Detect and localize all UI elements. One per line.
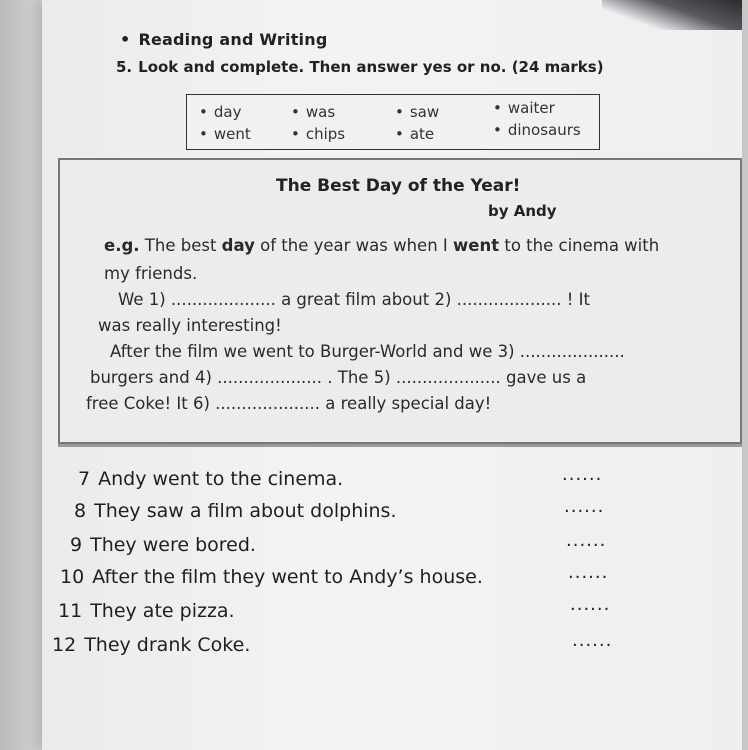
question-number: 8 [74,500,87,522]
question-item [52,634,250,656]
word-box-item: • was [291,103,335,121]
story-line: After the film we went to Burger-World and we 3) .................... [110,342,625,361]
question-item [60,566,483,588]
word-box-item: • chips [291,125,345,143]
example-text: to the cinema with [504,236,660,255]
example-label: e.g. [104,236,140,255]
example-text: The best [144,236,217,255]
story-line: burgers and 4) .................... . The 5) .................... gave us a [90,368,587,387]
word-box-item: • ate [395,125,434,143]
answer-blank[interactable]: ...... [570,594,611,615]
answer-blank[interactable]: ...... [572,630,613,651]
question-text: Andy went to the cinema. [98,468,344,490]
question-item [78,468,343,490]
question-text: After the film they went to Andy’s house. [92,566,483,588]
question-item [74,500,397,522]
section-title [120,30,328,49]
word-box-item: • waiter [493,99,555,117]
answer-blank[interactable]: ...... [566,530,607,551]
answer-blank[interactable]: ...... [568,562,609,583]
bullet: • [120,30,131,49]
example-word: day [221,236,255,255]
story-author: by Andy [488,202,557,220]
question-number: 7 [78,468,91,490]
question-text: They drank Coke. [84,634,251,656]
question-item [70,534,256,556]
question-number: 10 [60,566,85,588]
section-title-text: Reading and Writing [138,30,328,49]
story-line: We 1) .................... a great film about 2) .................... ! It [118,290,590,309]
question-number: 11 [58,600,83,622]
word-box-item: • dinosaurs [493,121,581,139]
task-text: Look and complete. Then answer yes or no. (24 marks) [138,58,604,76]
answer-blank[interactable]: ...... [562,464,603,485]
story-box [58,158,742,444]
word-box-item: • saw [395,103,439,121]
word-box-item: • day [199,103,241,121]
question-text: They ate pizza. [90,600,235,622]
story-line: my friends. [104,264,198,283]
task-instruction [116,58,604,76]
word-box [186,94,600,150]
question-text: They saw a film about dolphins. [94,500,397,522]
corner-shadow [602,0,742,30]
story-line: free Coke! It 6) .................... a really special day! [86,394,492,413]
story-example-line [104,236,659,255]
answer-blank[interactable]: ...... [564,496,605,517]
question-number: 9 [70,534,83,556]
question-item [58,600,235,622]
word-box-item: • went [199,125,251,143]
task-number: 5. [116,58,133,76]
question-number: 12 [52,634,77,656]
page-edge-shadow [0,0,42,750]
example-text: of the year was when I [260,236,448,255]
question-text: They were bored. [90,534,256,556]
story-title: The Best Day of the Year! [276,176,521,196]
example-word: went [453,236,500,255]
story-line: was really interesting! [98,316,282,335]
